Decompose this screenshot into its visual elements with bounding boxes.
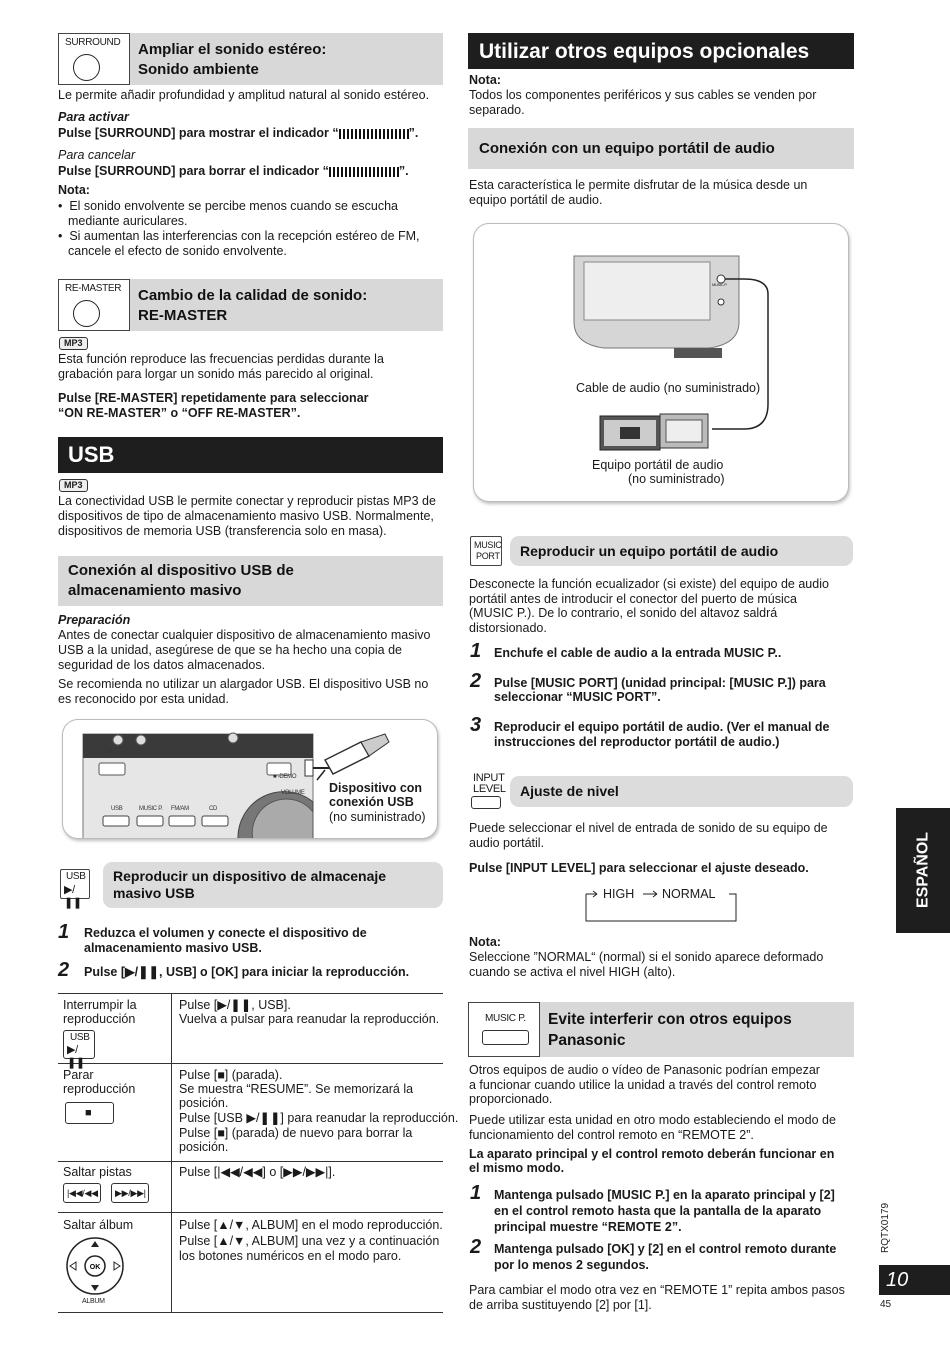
avoid-end-line1: Para cambiar el modo otra vez en “REMOTE 1” repita ambos pasos: [469, 1283, 845, 1297]
fig-usb-btn-label: USB: [111, 806, 123, 812]
usb-section-header: [58, 437, 443, 473]
surround-indicator-icon: [329, 167, 399, 177]
page-number: 10: [886, 1269, 909, 1291]
table-row1-label-line2: reproducción: [63, 1012, 136, 1026]
stop-icon: ■: [85, 1107, 92, 1119]
document-code: RQTX0179: [880, 1202, 891, 1254]
table-row2-label-line1: Parar: [63, 1068, 94, 1082]
musicp-button-icon: [482, 1030, 529, 1045]
usb-step2-text: Pulse [▶/❚❚, USB] o [OK] para iniciar la reproducción.: [84, 965, 410, 979]
usb-desc-line1: La conectividad USB le permite conectar y reproducir pistas MP3 de: [58, 494, 436, 508]
remaster-instr-line2: “ON RE-MASTER” o “OFF RE-MASTER”.: [58, 406, 301, 420]
level-desc-line2: audio portátil.: [469, 836, 545, 850]
usb-play-title-line2: masivo USB: [113, 885, 195, 901]
fig-callout-line1: Dispositivo con: [329, 781, 423, 795]
play-pause-icon: ▶/❚❚: [64, 884, 82, 910]
surround-title-line1: Ampliar el sonido estéreo:: [138, 41, 327, 58]
surround-activate-text: [58, 126, 418, 141]
table-top-rule: [58, 993, 443, 994]
table-row1-label-line1: Interrumpir la: [63, 998, 137, 1012]
table-row2-desc-line3: posición.: [179, 1096, 229, 1110]
avoid-step2-line2: por lo menos 2 segundos.: [494, 1258, 649, 1272]
portable-connection-figure: [473, 223, 849, 502]
surround-note1-line1: El sonido envolvente se percibe menos cuando se escucha: [69, 199, 399, 213]
fig-device-label-line1: Equipo portátil de audio: [592, 458, 724, 472]
table-row-rule: [58, 1161, 443, 1162]
fig-callout-line2: conexión USB: [329, 795, 414, 809]
remaster-mp3-badge: MP3: [59, 337, 88, 350]
table-row4-desc-line2: Pulse [▲/▼, ALBUM] una vez y a continuación: [179, 1234, 440, 1248]
portable-connection-header: [468, 128, 854, 169]
level-option-high: HIGH: [603, 887, 635, 901]
level-instruction: Pulse [INPUT LEVEL] para seleccionar el ajuste deseado.: [469, 861, 809, 875]
portable-step3-line1: Reproducir el equipo portátil de audio. (Ver el manual de: [494, 720, 830, 734]
music-port-icon-line1: MUSIC: [474, 540, 502, 550]
usb-btn-label: USB: [70, 1032, 90, 1043]
table-bottom-rule: [58, 1312, 443, 1313]
remaster-title-line2: RE-MASTER: [138, 307, 228, 324]
avoid-p2-line2: funcionamiento del control remoto en “REMOTE 2”.: [469, 1128, 754, 1142]
input-level-button-icon: [471, 796, 501, 809]
music-port-icon-box: [470, 536, 502, 566]
table-row4-desc-line3: los botones numéricos en el modo paro.: [179, 1249, 402, 1263]
music-port-icon-line2: PORT: [476, 551, 500, 561]
avoid-title-line2: Panasonic: [548, 1032, 626, 1049]
level-desc-line1: Puede seleccionar el nivel de entrada de sonido de su equipo de: [469, 821, 828, 835]
avoid-bold-line1: La aparato principal y el control remoto deberán funcionar en: [469, 1147, 835, 1161]
avoid-bold-line2: el mismo modo.: [469, 1161, 565, 1175]
fig-musicp-label: MUSIC P.: [712, 282, 727, 287]
avoid-interference-header: [468, 1002, 854, 1057]
usb-step2-number: 2: [58, 959, 70, 981]
usb-prep-line1: Antes de conectar cualquier dispositivo de almacenamiento masivo: [58, 628, 431, 642]
surround-cancel-end: ”.: [398, 164, 409, 178]
surround-activate-label: Para activar: [58, 110, 129, 124]
avoid-p1-line1: Otros equipos de audio o vídeo de Panasonic podrían empezar: [469, 1063, 820, 1077]
usb-play-pause-button-icon: [63, 1030, 95, 1070]
fig-fmam-btn-label: FM/AM: [171, 806, 189, 812]
right-note-label: Nota:: [469, 73, 501, 87]
bullet-icon: •: [58, 199, 70, 213]
surround-note1: [58, 199, 398, 214]
language-tab: [896, 808, 950, 933]
right-note-line1: Todos los componentes periféricos y sus cables se venden por: [469, 88, 817, 102]
avoid-p1-line2: a funcionar cuando utilice la unidad a través del control remoto: [469, 1078, 817, 1092]
skip-back-icon: |◀◀/◀◀: [67, 1188, 98, 1198]
avoid-p1-line3: proporcionado.: [469, 1092, 553, 1106]
avoid-step1-number: 1: [470, 1182, 482, 1204]
avoid-p2-line1: Puede utilizar esta unidad en otro modo estableciendo el modo de: [469, 1113, 836, 1127]
surround-intro: Le permite añadir profundidad y amplitud natural al sonido estéreo.: [58, 88, 430, 102]
fig-power-label: ⏻/I: [103, 748, 112, 755]
table-row2-label-line2: reproducción: [63, 1082, 136, 1096]
fig-demo-label: ■ -DEMO: [273, 774, 297, 780]
fig-cable-label: Cable de audio (no suministrado): [576, 381, 761, 395]
optional-equipment-header: [468, 33, 854, 69]
table-row2-desc-line1: Pulse [■] (parada).: [179, 1068, 283, 1082]
surround-activate-end: ”.: [408, 126, 419, 140]
avoid-title-line1: Evite interferir con otros equipos: [548, 1011, 792, 1028]
portable-step2-line1: Pulse [MUSIC PORT] (unidad principal: [MUSIC P.]) para: [494, 676, 826, 690]
portable-desc-line1: Esta característica le permite disfrutar de la música desde un: [469, 178, 808, 192]
usb-mp3-badge: MP3: [59, 479, 88, 492]
surround-header: [58, 33, 443, 85]
fig-callout-line3: (no suministrado): [329, 810, 426, 824]
surround-cancel-sentence: Pulse [SURROUND] para borrar el indicador “: [58, 164, 329, 178]
portable-step2-line2: seleccionar “MUSIC PORT”.: [494, 690, 661, 704]
remaster-instr-line1: Pulse [RE-MASTER] repetidamente para seleccionar: [58, 391, 369, 405]
usb-section-title: USB: [68, 442, 115, 467]
remaster-header: [58, 279, 443, 331]
table-row2-desc-line6: posición.: [179, 1140, 229, 1154]
remaster-icon-label: RE-MASTER: [65, 283, 122, 294]
usb-rec-line2: es reconocido por esta unidad.: [58, 692, 229, 706]
level-header: [510, 776, 853, 807]
avoid-step1-line3: principal muestre “REMOTE 2”.: [494, 1220, 682, 1234]
remaster-icon-box: [58, 279, 130, 331]
portable-play-title: Reproducir un equipo portátil de audio: [520, 543, 779, 559]
table-row-rule: [58, 1063, 443, 1064]
usb-rec-line1: Se recomienda no utilizar un alargador USB. El dispositivo USB no: [58, 677, 429, 691]
avoid-step2-number: 2: [470, 1236, 482, 1258]
skip-forward-button-icon: [111, 1183, 149, 1203]
avoid-step2-line1: Mantenga pulsado [OK] y [2] en el control remoto durante: [494, 1242, 837, 1256]
table-column-divider: [171, 993, 172, 1312]
portable-play-desc-line2: portátil antes de introducir el conector del puerto de música: [469, 592, 797, 606]
usb-step1-line2: almacenamiento masivo USB.: [84, 941, 262, 955]
table-row2-desc-line2: Se muestra “RESUME”. Se memorizará la: [179, 1082, 414, 1096]
portable-play-header: [510, 536, 853, 566]
remaster-title-line1: Cambio de la calidad de sonido:: [138, 287, 368, 304]
portable-connection-title: Conexión con un equipo portátil de audio: [479, 140, 775, 157]
bullet-icon: •: [58, 229, 70, 243]
portable-play-desc-line1: Desconecte la función ecualizador (si existe) del equipo de audio: [469, 577, 829, 591]
remaster-desc-line2: grabación para lorgar un sonido más parecido al original.: [58, 367, 374, 381]
table-row2-desc-line5: Pulse [■] (parada) de nuevo para borrar la: [179, 1126, 413, 1140]
usb-play-title-line1: Reproducir un dispositivo de almacenaje: [113, 868, 387, 884]
svg-text:OK: OK: [89, 1264, 101, 1271]
portable-play-desc-line3: (MUSIC P.). De lo contrario, el sonido del altavoz saldrá: [469, 606, 778, 620]
avoid-end-line2: de arriba sustituyendo [2] por [1].: [469, 1298, 652, 1312]
fig-volume-label: VOLUME: [281, 790, 305, 796]
right-note-line2: separado.: [469, 103, 525, 117]
table-row4-desc-line1: Pulse [▲/▼, ALBUM] en el modo reproducción.: [179, 1218, 443, 1232]
portable-desc-line2: equipo portátil de audio.: [469, 193, 603, 207]
remaster-desc-line1: Esta función reproduce las frecuencias perdidas durante la: [58, 352, 384, 366]
portable-step3-line2: instrucciones del reproductor portátil de audio.): [494, 735, 780, 749]
usb-desc-line3: dispositivos de memoria USB (transferencia solo en masa).: [58, 524, 387, 538]
usb-prep-label: Preparación: [58, 613, 131, 627]
avoid-step1-line1: Mantenga pulsado [MUSIC P.] en la aparato principal y [2]: [494, 1188, 835, 1202]
level-note-label: Nota:: [469, 935, 501, 949]
input-level-icon-line1: INPUT: [473, 772, 505, 784]
table-row-rule: [58, 1212, 443, 1213]
fig-cd-btn-label: CD: [209, 806, 218, 812]
table-row3-label: Saltar pistas: [63, 1165, 132, 1179]
language-tab-label: ESPAÑOL: [914, 831, 932, 909]
surround-icon-box: [58, 33, 130, 85]
sub-page-number: 45: [880, 1299, 892, 1310]
skip-back-button-icon: [63, 1183, 101, 1203]
optional-equipment-title: Utilizar otros equipos opcionales: [479, 40, 810, 63]
fig-device-label-line2: (no suministrado): [628, 472, 725, 486]
level-note-line1: Seleccione ”NORMAL“ (normal) si el sonido aparece deformado: [469, 950, 824, 964]
surround-note-label: Nota:: [58, 183, 90, 197]
table-row1-desc-line2: Vuelva a pulsar para reanudar la reproducción.: [179, 1012, 440, 1026]
surround-title-line2: Sonido ambiente: [138, 61, 259, 78]
surround-note2: [58, 229, 420, 244]
usb-play-header: [103, 862, 443, 908]
level-note-line2: cuando se activa el nivel HIGH (alto).: [469, 965, 676, 979]
usb-play-icon-box: [60, 869, 90, 910]
table-row3-desc: Pulse [|◀◀/◀◀] o [▶▶/▶▶|].: [179, 1165, 336, 1179]
page-number-tab: [879, 1265, 950, 1295]
portable-step3-number: 3: [470, 714, 482, 736]
skip-forward-icon: ▶▶/▶▶|: [115, 1188, 146, 1198]
stop-button-icon: [65, 1102, 114, 1124]
level-option-normal: NORMAL: [662, 887, 716, 901]
usb-prep-line2: USB a la unidad, asegúrese de que se ha hecho una copia de: [58, 643, 403, 657]
usb-connection-header: [58, 556, 443, 606]
usb-connection-figure: [62, 719, 438, 839]
surround-note2-line1: Si aumentan las interferencias con la recepción estéreo de FM,: [69, 229, 420, 243]
table-row2-desc-line4: Pulse [USB ▶/❚❚] para reanudar la reproducción.: [179, 1111, 459, 1125]
usb-play-icon-label: USB: [66, 871, 86, 882]
remaster-button-icon: [73, 300, 100, 327]
usb-connection-title-line1: Conexión al dispositivo USB de: [68, 562, 294, 579]
surround-icon-label: SURROUND: [65, 37, 121, 48]
portable-step1-text: Enchufe el cable de audio a la entrada MUSIC P..: [494, 646, 782, 660]
portable-step2-number: 2: [470, 670, 482, 692]
fig-musicp-btn-label: MUSIC P.: [139, 806, 163, 812]
surround-note1-line2: mediante auriculares.: [68, 214, 188, 228]
musicp-icon-label: MUSIC P.: [485, 1013, 526, 1024]
avoid-step1-line2: en el control remoto hasta que la pantalla de la aparato: [494, 1204, 822, 1218]
usb-prep-line3: seguridad de los datos almacenados.: [58, 658, 266, 672]
surround-activate-sentence: Pulse [SURROUND] para mostrar el indicador “: [58, 126, 339, 140]
portable-play-desc-line4: distorsionado.: [469, 621, 547, 635]
table-row4-label: Saltar álbum: [63, 1218, 134, 1232]
table-row1-desc-line1: Pulse [▶/❚❚, USB].: [179, 998, 291, 1012]
surround-indicator-icon: [339, 129, 409, 139]
usb-step1-number: 1: [58, 921, 70, 943]
play-pause-icon: ▶/❚❚: [67, 1044, 85, 1070]
surround-button-icon: [73, 54, 100, 81]
musicp-icon-box: [468, 1002, 540, 1057]
usb-connection-title-line2: almacenamiento masivo: [68, 582, 242, 599]
surround-note2-line2: cancele el efecto de sonido envolvente.: [68, 244, 287, 258]
album-label: ALBUM: [82, 1298, 105, 1305]
usb-desc-line2: dispositivos de tipo de almacenamiento masivo USB. Normalmente,: [58, 509, 434, 523]
usb-step1-line1: Reduzca el volumen y conecte el dispositivo de: [84, 926, 367, 940]
album-navigation-pad-icon: [64, 1235, 128, 1307]
surround-cancel-label: Para cancelar: [58, 148, 136, 162]
portable-step1-number: 1: [470, 640, 482, 662]
surround-cancel-text: [58, 164, 409, 179]
level-title: Ajuste de nivel: [520, 783, 619, 799]
input-level-icon-line2: LEVEL: [473, 783, 506, 795]
